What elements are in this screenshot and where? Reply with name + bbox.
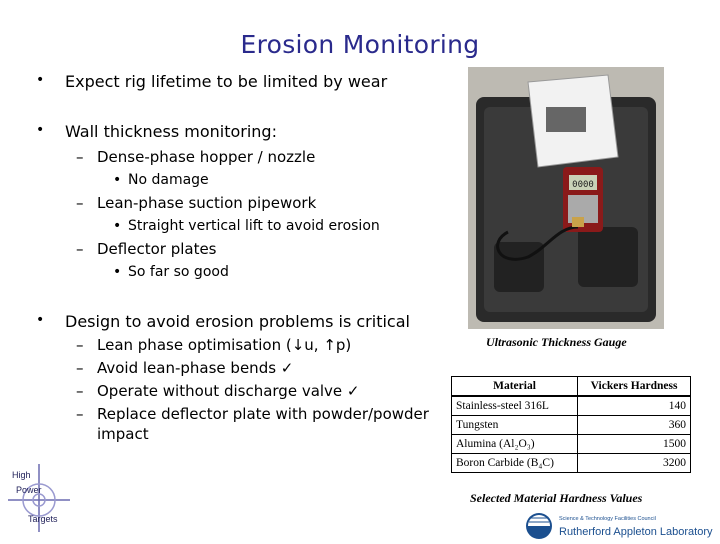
table-caption: Selected Material Hardness Values	[470, 491, 643, 505]
dash-marker: –	[76, 148, 84, 166]
gauge-photo	[468, 67, 664, 329]
hardness-cell: 3200	[578, 454, 691, 473]
material-cell: Tungsten	[452, 416, 578, 435]
hardness-cell: 1500	[578, 435, 691, 454]
table-header-hardness: Vickers Hardness	[578, 377, 691, 397]
dash-marker: –	[76, 336, 84, 354]
design-item-deflector: Replace deflector plate with powder/powder impact	[97, 405, 429, 443]
gauge-case-illustration	[468, 67, 664, 329]
dash-marker: –	[76, 240, 84, 258]
hardness-table	[451, 376, 691, 473]
bullet-marker: •	[113, 172, 122, 188]
material-cell: Alumina (Al₂O₃)	[452, 435, 578, 454]
design-item-valve: Operate without discharge valve ✓	[97, 382, 360, 400]
table-header-material: Material	[452, 377, 578, 397]
bullet-marker: •	[36, 72, 45, 88]
hardness-cell: 140	[578, 396, 691, 416]
dash-marker: –	[76, 359, 84, 377]
material-cell: Stainless-steel 316L	[452, 396, 578, 416]
ral-text: Rutherford Appleton Laboratory	[559, 526, 713, 538]
dash-marker: –	[76, 405, 84, 423]
bullet-rig-lifetime: Expect rig lifetime to be limited by wear	[65, 72, 388, 91]
stfc-text: Science & Technology Facilities Council	[559, 516, 656, 522]
material-cell: Boron Carbide (B₄C)	[452, 454, 578, 473]
dash-marker: –	[76, 194, 84, 212]
table-row	[452, 454, 691, 473]
bullet-wall-thickness: Wall thickness monitoring:	[65, 122, 277, 141]
photo-caption: Ultrasonic Thickness Gauge	[486, 335, 627, 349]
hpt-text-power: Power	[16, 485, 42, 495]
gauge-display-readout: 0000	[572, 180, 594, 190]
sub-dense-phase: Dense-phase hopper / nozzle	[97, 148, 316, 166]
hpt-text-high: High	[12, 470, 31, 480]
table-row	[452, 435, 691, 454]
sub-lean-phase: Lean-phase suction pipework	[97, 194, 317, 212]
note-lean-phase: Straight vertical lift to avoid erosion	[128, 218, 380, 234]
hpt-text-targets: Targets	[28, 514, 58, 524]
bullet-design: Design to avoid erosion problems is critical	[65, 312, 410, 331]
note-dense-phase: No damage	[128, 172, 209, 188]
slide-title: Erosion Monitoring	[240, 30, 480, 59]
sub-deflector: Deflector plates	[97, 240, 217, 258]
rutherford-appleton-logo	[525, 508, 720, 540]
design-item-bends: Avoid lean-phase bends ✓	[97, 359, 294, 377]
note-deflector: So far so good	[128, 264, 229, 280]
table-row	[452, 416, 691, 435]
bullet-marker: •	[113, 264, 122, 280]
hardness-cell: 360	[578, 416, 691, 435]
design-item-lean-phase: Lean phase optimisation (↓u, ↑p)	[97, 336, 352, 354]
bullet-marker: •	[113, 218, 122, 234]
table-row	[452, 396, 691, 416]
bullet-marker: •	[36, 312, 45, 328]
dash-marker: –	[76, 382, 84, 400]
high-power-targets-logo	[6, 462, 72, 534]
bullet-marker: •	[36, 122, 45, 138]
